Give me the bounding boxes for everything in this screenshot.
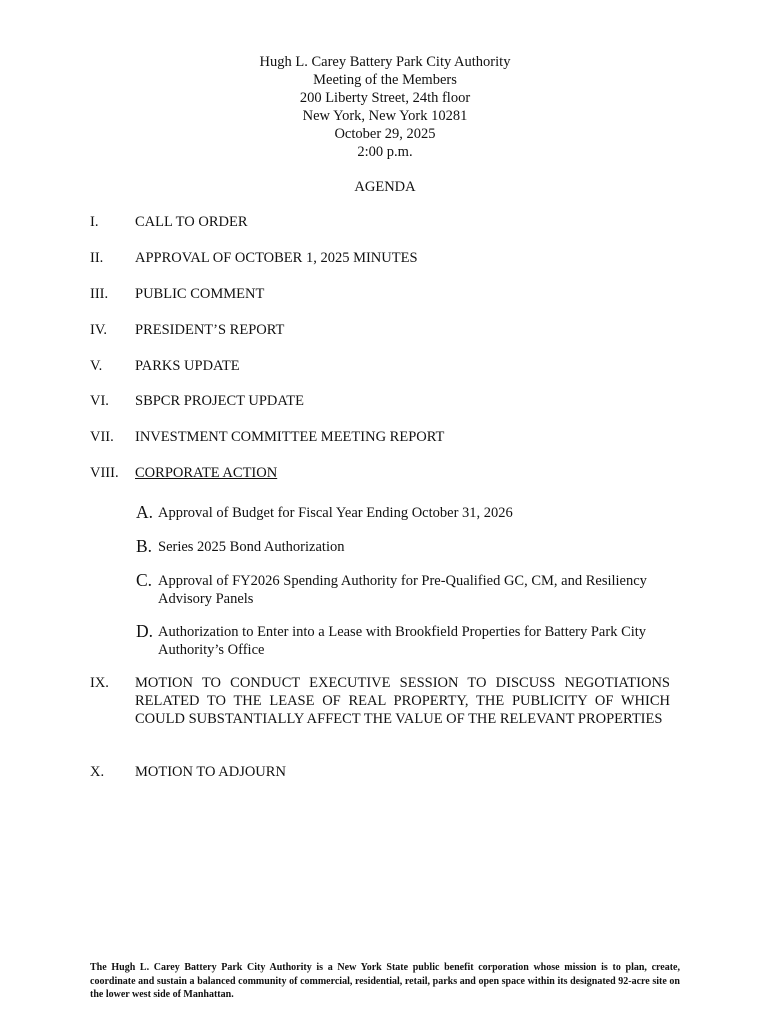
agenda-item-number: II. bbox=[90, 250, 104, 266]
sub-item-letter: B. bbox=[136, 536, 153, 556]
agenda-item-number: X. bbox=[90, 764, 105, 780]
meeting-type: Meeting of the Members bbox=[313, 72, 457, 88]
sub-item-c bbox=[136, 572, 686, 608]
agenda-item-number: VII. bbox=[90, 429, 114, 445]
address-street: 200 Liberty Street, 24th floor bbox=[299, 90, 471, 106]
meeting-date: October 29, 2025 bbox=[334, 126, 436, 142]
address-city: New York, New York 10281 bbox=[302, 108, 468, 124]
sub-item-letter: A. bbox=[136, 502, 154, 522]
sub-item-letter: D. bbox=[136, 621, 154, 641]
agenda-item-text: PARKS UPDATE bbox=[135, 358, 240, 374]
agenda-item-number: IV. bbox=[90, 322, 108, 338]
agenda-item-text: PRESIDENT’S REPORT bbox=[135, 322, 285, 338]
sub-item-d bbox=[136, 623, 686, 659]
agenda-item-text: CALL TO ORDER bbox=[135, 214, 248, 230]
agenda-item-text: MOTION TO CONDUCT EXECUTIVE SESSION TO DISCUSS NEGOTIATIONS RELATED TO THE LEASE OF REAL PROPERTY, THE PUBLICITY OF WHICH COULD SUBSTANTIALLY AFFECT THE VALUE OF THE RELEVANT PROPERTIES bbox=[135, 675, 670, 727]
authority-name: Hugh L. Carey Battery Park City Authority bbox=[259, 54, 511, 70]
agenda-item-text: CORPORATE ACTION bbox=[135, 465, 278, 481]
agenda-item-text: MOTION TO ADJOURN bbox=[135, 764, 286, 780]
agenda-item-text: PUBLIC COMMENT bbox=[135, 286, 265, 302]
agenda-item-text: APPROVAL OF OCTOBER 1, 2025 MINUTES bbox=[135, 250, 418, 266]
agenda-item-text: SBPCR PROJECT UPDATE bbox=[135, 393, 304, 409]
sub-item-text: Approval of Budget for Fiscal Year Ending October 31, 2026 bbox=[158, 505, 513, 521]
sub-item-text: Series 2025 Bond Authorization bbox=[158, 539, 345, 555]
meeting-time: 2:00 p.m. bbox=[357, 144, 413, 160]
sub-item-a bbox=[136, 504, 686, 522]
sub-item-b bbox=[136, 538, 686, 556]
agenda-item-number: I. bbox=[90, 214, 99, 230]
mission-statement: The Hugh L. Carey Battery Park City Authority is a New York State public benefit corporation whose mission is to plan, create, coordinate and sustain a balanced community of commercial, residential, retail, parks and open space within its designated 92-acre site on the lower west side of Manhattan. bbox=[90, 962, 680, 1000]
sub-item-text: Approval of FY2026 Spending Authority for Pre-Qualified GC, CM, and Resiliency Advisory Panels bbox=[158, 573, 647, 607]
agenda-title: AGENDA bbox=[354, 179, 416, 195]
agenda-item-number: VIII. bbox=[90, 465, 119, 481]
agenda-item-number: VI. bbox=[90, 393, 109, 409]
agenda-item-number: III. bbox=[90, 286, 109, 302]
sub-item-letter: C. bbox=[136, 570, 153, 590]
agenda-item-number: V. bbox=[90, 358, 103, 374]
sub-item-text: Authorization to Enter into a Lease with Brookfield Properties for Battery Park City Authority’s Office bbox=[158, 624, 647, 658]
meeting-header bbox=[0, 53, 770, 161]
agenda-item-text: INVESTMENT COMMITTEE MEETING REPORT bbox=[135, 429, 445, 445]
agenda-item-number: IX. bbox=[90, 675, 109, 691]
